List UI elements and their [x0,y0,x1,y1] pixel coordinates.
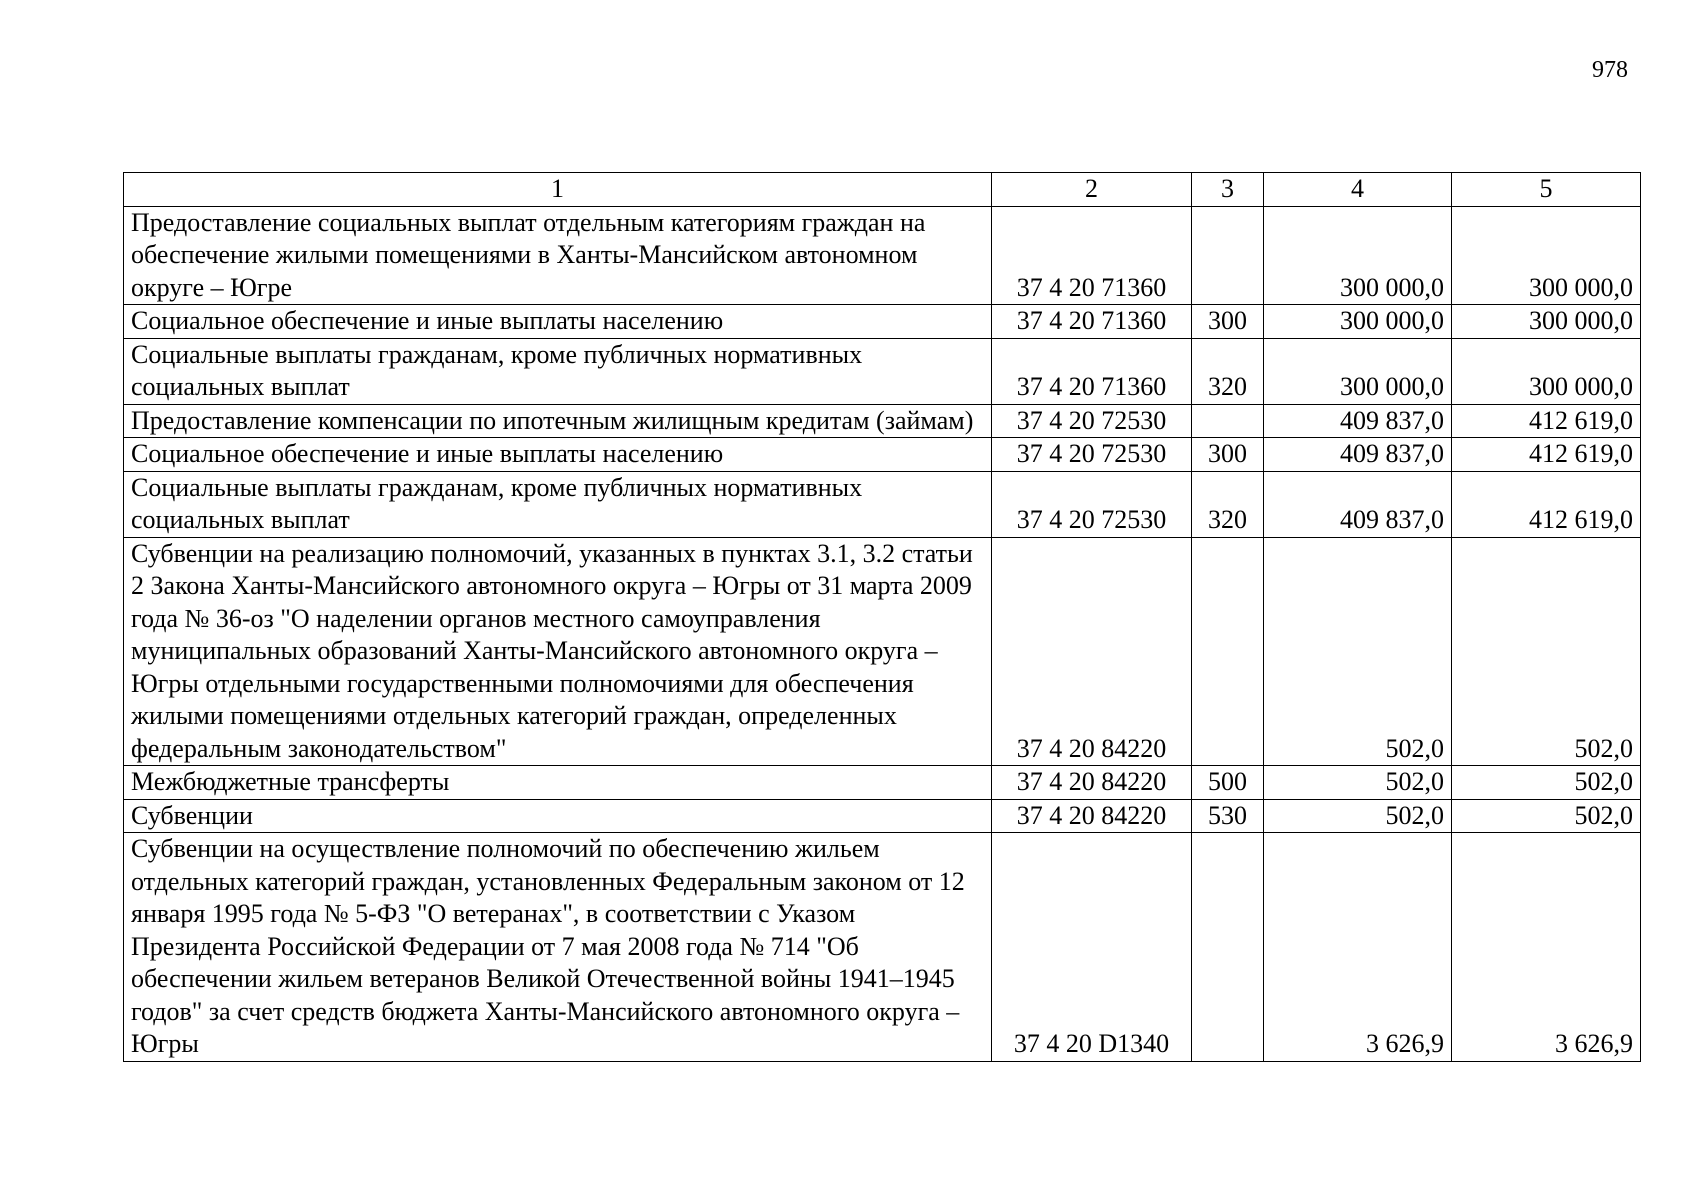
row-value-5: 412 619,0 [1452,438,1641,472]
row-code: 37 4 20 71360 [992,305,1192,339]
row-type: 300 [1192,305,1264,339]
column-header-5: 5 [1452,173,1641,207]
row-type [1192,404,1264,438]
row-name: Субвенции на реализацию полномочий, указанных в пунктах 3.1, 3.2 статьи 2 Закона Ханты-Мансийского автономного округа – Югры от 31 марта 2009 года № 36-оз "О наделении органов местного самоуправления муниципальных образований Ханты-Мансийского автономного округа – Югры отдельными государственными полномочиями для обеспечения жилыми помещениями отдельных категорий граждан, определенных федеральным законодательством" [124,537,992,766]
row-code: 37 4 20 72530 [992,404,1192,438]
row-name: Предоставление социальных выплат отдельным категориям граждан на обеспечение жилыми помещениями в Ханты-Мансийском автономном округе – Югре [124,206,992,305]
row-value-5: 300 000,0 [1452,206,1641,305]
row-type [1192,833,1264,1062]
row-name: Социальные выплаты гражданам, кроме публичных нормативных социальных выплат [124,338,992,404]
row-name: Субвенции на осуществление полномочий по обеспечению жильем отдельных категорий граждан, установленных Федеральным законом от 12 января 1995 года № 5-ФЗ "О ветеранах", в соответствии с Указом Президента Российской Федерации от 7 мая 2008 года № 714 "Об обеспечении жильем ветеранов Великой Отечественной войны 1941–1945 годов" за счет средств бюджета Ханты-Мансийского автономного округа – Югры [124,833,992,1062]
row-code: 37 4 20 D1340 [992,833,1192,1062]
column-header-1: 1 [124,173,992,207]
table-row [124,206,1641,305]
row-name: Межбюджетные трансферты [124,766,992,800]
row-type: 500 [1192,766,1264,800]
table-row [124,305,1641,339]
row-name: Социальное обеспечение и иные выплаты населению [124,438,992,472]
table-row [124,471,1641,537]
row-name: Социальное обеспечение и иные выплаты населению [124,305,992,339]
row-value-4: 502,0 [1264,766,1452,800]
row-value-5: 502,0 [1452,766,1641,800]
row-type [1192,206,1264,305]
row-type: 300 [1192,438,1264,472]
row-type [1192,537,1264,766]
row-value-5: 412 619,0 [1452,404,1641,438]
row-name: Социальные выплаты гражданам, кроме публичных нормативных социальных выплат [124,471,992,537]
table-row [124,537,1641,766]
row-code: 37 4 20 72530 [992,438,1192,472]
row-value-4: 409 837,0 [1264,471,1452,537]
table-row [124,766,1641,800]
row-value-5: 412 619,0 [1452,471,1641,537]
table-row [124,799,1641,833]
row-value-5: 502,0 [1452,799,1641,833]
row-type: 320 [1192,471,1264,537]
table-row [124,338,1641,404]
row-code: 37 4 20 84220 [992,537,1192,766]
row-code: 37 4 20 71360 [992,206,1192,305]
row-value-5: 300 000,0 [1452,305,1641,339]
row-value-4: 3 626,9 [1264,833,1452,1062]
table-row [124,404,1641,438]
row-value-4: 409 837,0 [1264,404,1452,438]
row-value-4: 409 837,0 [1264,438,1452,472]
column-header-4: 4 [1264,173,1452,207]
row-type: 530 [1192,799,1264,833]
row-name: Предоставление компенсации по ипотечным жилищным кредитам (займам) [124,404,992,438]
row-value-5: 502,0 [1452,537,1641,766]
table-row [124,438,1641,472]
budget-table [123,172,1641,1062]
page-number: 978 [1592,57,1628,83]
row-code: 37 4 20 84220 [992,766,1192,800]
row-value-4: 502,0 [1264,537,1452,766]
row-value-4: 502,0 [1264,799,1452,833]
row-value-4: 300 000,0 [1264,338,1452,404]
column-header-3: 3 [1192,173,1264,207]
row-code: 37 4 20 72530 [992,471,1192,537]
row-code: 37 4 20 71360 [992,338,1192,404]
row-value-4: 300 000,0 [1264,206,1452,305]
row-value-5: 300 000,0 [1452,338,1641,404]
row-name: Субвенции [124,799,992,833]
row-code: 37 4 20 84220 [992,799,1192,833]
row-value-4: 300 000,0 [1264,305,1452,339]
header-row [124,173,1641,207]
column-header-2: 2 [992,173,1192,207]
row-type: 320 [1192,338,1264,404]
table-row [124,833,1641,1062]
row-value-5: 3 626,9 [1452,833,1641,1062]
